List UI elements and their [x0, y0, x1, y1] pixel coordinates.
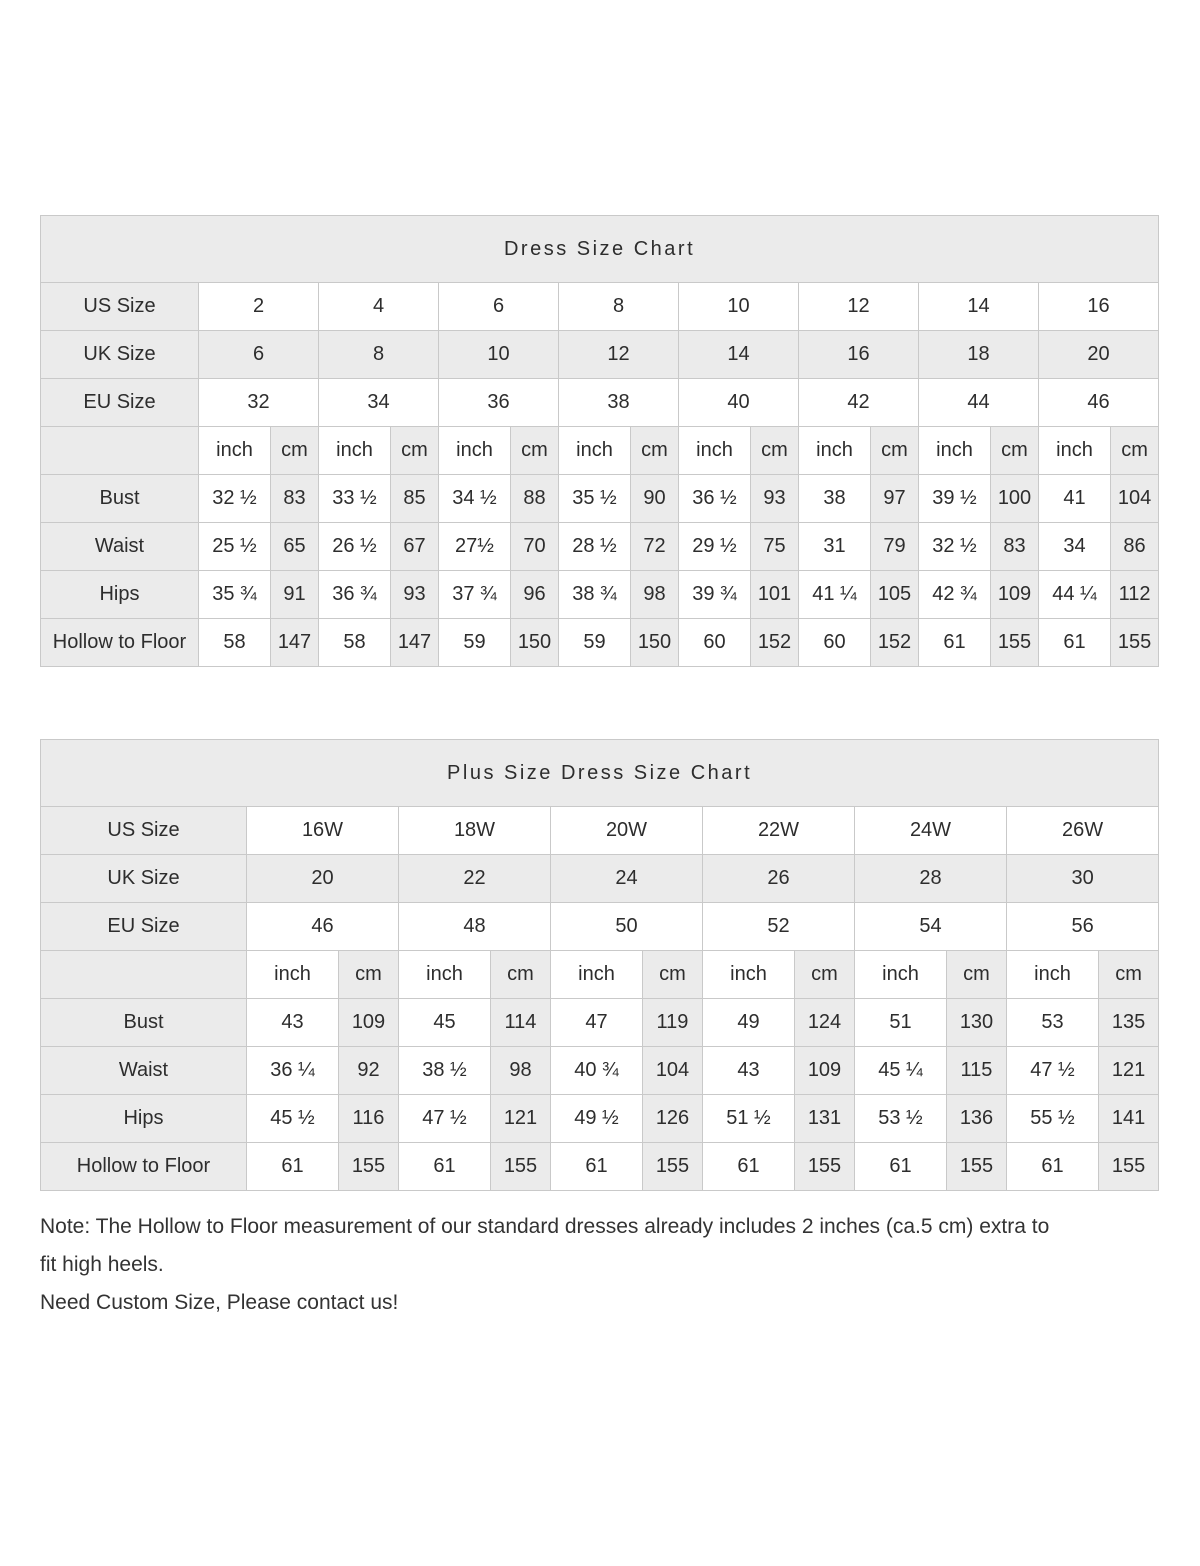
row-label: UK Size: [41, 855, 247, 903]
measure-cm-cell: 135: [1099, 999, 1159, 1047]
measure-inch-cell: 43: [703, 1047, 795, 1095]
size-value-cell: 40: [679, 379, 799, 427]
size-value-cell: 2: [199, 283, 319, 331]
measure-cm-cell: 155: [1099, 1143, 1159, 1191]
measure-inch-cell: 38 ½: [399, 1047, 491, 1095]
measure-inch-cell: 41: [1039, 475, 1111, 523]
measure-inch-cell: 60: [679, 619, 751, 667]
size-value-cell: 24W: [855, 807, 1007, 855]
row-label: UK Size: [41, 331, 199, 379]
measure-cm-cell: 79: [871, 523, 919, 571]
measure-inch-cell: 51 ½: [703, 1095, 795, 1143]
measure-cm-cell: 65: [271, 523, 319, 571]
size-value-cell: 56: [1007, 903, 1159, 951]
unit-inch-label: inch: [439, 427, 511, 475]
unit-inch-label: inch: [247, 951, 339, 999]
unit-inch-label: inch: [679, 427, 751, 475]
size-value-cell: 26: [703, 855, 855, 903]
measure-cm-cell: 147: [391, 619, 439, 667]
row-label: Waist: [41, 523, 199, 571]
size-value-cell: 36: [439, 379, 559, 427]
size-value-cell: 6: [439, 283, 559, 331]
row-label: Hips: [41, 571, 199, 619]
unit-cm-label: cm: [991, 427, 1039, 475]
measure-cm-cell: 141: [1099, 1095, 1159, 1143]
measure-inch-cell: 37 ¾: [439, 571, 511, 619]
size-value-cell: 52: [703, 903, 855, 951]
measure-cm-cell: 109: [795, 1047, 855, 1095]
measure-inch-cell: 25 ½: [199, 523, 271, 571]
measure-inch-cell: 47 ½: [1007, 1047, 1099, 1095]
measure-inch-cell: 32 ½: [919, 523, 991, 571]
measure-cm-cell: 150: [511, 619, 559, 667]
measure-inch-cell: 44 ¼: [1039, 571, 1111, 619]
measure-cm-cell: 93: [391, 571, 439, 619]
size-value-cell: 22W: [703, 807, 855, 855]
measure-cm-cell: 121: [491, 1095, 551, 1143]
size-chart-content: [40, 215, 1160, 1322]
measure-inch-cell: 32 ½: [199, 475, 271, 523]
size-value-cell: 50: [551, 903, 703, 951]
measure-cm-cell: 130: [947, 999, 1007, 1047]
size-value-cell: 32: [199, 379, 319, 427]
size-value-cell: 12: [799, 283, 919, 331]
measure-inch-cell: 26 ½: [319, 523, 391, 571]
measure-inch-cell: 43: [247, 999, 339, 1047]
measure-cm-cell: 85: [391, 475, 439, 523]
measure-cm-cell: 155: [991, 619, 1039, 667]
size-value-cell: 46: [247, 903, 399, 951]
measure-inch-cell: 41 ¼: [799, 571, 871, 619]
measure-cm-cell: 104: [643, 1047, 703, 1095]
measure-inch-cell: 38: [799, 475, 871, 523]
measure-cm-cell: 147: [271, 619, 319, 667]
unit-cm-label: cm: [643, 951, 703, 999]
size-value-cell: 22: [399, 855, 551, 903]
measure-inch-cell: 55 ½: [1007, 1095, 1099, 1143]
measure-inch-cell: 35 ½: [559, 475, 631, 523]
unit-inch-label: inch: [399, 951, 491, 999]
row-label: US Size: [41, 283, 199, 331]
unit-inch-label: inch: [551, 951, 643, 999]
measure-inch-cell: 40 ¾: [551, 1047, 643, 1095]
measure-cm-cell: 114: [491, 999, 551, 1047]
unit-cm-label: cm: [751, 427, 799, 475]
measure-cm-cell: 100: [991, 475, 1039, 523]
measure-cm-cell: 104: [1111, 475, 1159, 523]
measure-cm-cell: 101: [751, 571, 799, 619]
unit-inch-label: inch: [199, 427, 271, 475]
size-value-cell: 42: [799, 379, 919, 427]
measure-cm-cell: 97: [871, 475, 919, 523]
measure-inch-cell: 45 ¼: [855, 1047, 947, 1095]
row-label: Hollow to Floor: [41, 1143, 247, 1191]
measure-inch-cell: 45 ½: [247, 1095, 339, 1143]
row-label: Bust: [41, 999, 247, 1047]
table-title: Dress Size Chart: [41, 216, 1159, 283]
unit-cm-label: cm: [631, 427, 679, 475]
measure-cm-cell: 83: [271, 475, 319, 523]
measure-inch-cell: 53: [1007, 999, 1099, 1047]
measure-cm-cell: 91: [271, 571, 319, 619]
unit-cm-label: cm: [339, 951, 399, 999]
measure-inch-cell: 42 ¾: [919, 571, 991, 619]
measure-cm-cell: 70: [511, 523, 559, 571]
measure-cm-cell: 155: [1111, 619, 1159, 667]
row-label: Waist: [41, 1047, 247, 1095]
measure-cm-cell: 67: [391, 523, 439, 571]
size-value-cell: 20: [1039, 331, 1159, 379]
measure-inch-cell: 61: [551, 1143, 643, 1191]
measure-cm-cell: 88: [511, 475, 559, 523]
size-value-cell: 20: [247, 855, 399, 903]
measure-cm-cell: 75: [751, 523, 799, 571]
size-value-cell: 38: [559, 379, 679, 427]
measure-cm-cell: 83: [991, 523, 1039, 571]
measure-inch-cell: 61: [399, 1143, 491, 1191]
measure-inch-cell: 59: [559, 619, 631, 667]
measure-inch-cell: 27½: [439, 523, 511, 571]
unit-inch-label: inch: [1039, 427, 1111, 475]
size-value-cell: 16W: [247, 807, 399, 855]
measure-cm-cell: 152: [871, 619, 919, 667]
measure-inch-cell: 60: [799, 619, 871, 667]
row-label: Hips: [41, 1095, 247, 1143]
size-value-cell: 10: [439, 331, 559, 379]
measure-cm-cell: 96: [511, 571, 559, 619]
unit-cm-label: cm: [795, 951, 855, 999]
measure-inch-cell: 61: [1039, 619, 1111, 667]
measure-cm-cell: 72: [631, 523, 679, 571]
size-value-cell: 30: [1007, 855, 1159, 903]
size-value-cell: 14: [679, 331, 799, 379]
measure-cm-cell: 93: [751, 475, 799, 523]
unit-cm-label: cm: [391, 427, 439, 475]
unit-inch-label: inch: [703, 951, 795, 999]
measure-inch-cell: 39 ¾: [679, 571, 751, 619]
measure-cm-cell: 116: [339, 1095, 399, 1143]
measure-cm-cell: 112: [1111, 571, 1159, 619]
standard-size-table: [40, 215, 1159, 667]
note-line: Need Custom Size, Please contact us!: [40, 1291, 399, 1314]
measure-inch-cell: 47 ½: [399, 1095, 491, 1143]
measure-cm-cell: 109: [339, 999, 399, 1047]
size-value-cell: 18W: [399, 807, 551, 855]
note-text: [40, 1208, 1160, 1322]
size-value-cell: 20W: [551, 807, 703, 855]
note-line: fit high heels.: [40, 1253, 164, 1276]
size-value-cell: 6: [199, 331, 319, 379]
measure-inch-cell: 49 ½: [551, 1095, 643, 1143]
measure-inch-cell: 38 ¾: [559, 571, 631, 619]
unit-cm-label: cm: [947, 951, 1007, 999]
measure-inch-cell: 31: [799, 523, 871, 571]
unit-inch-label: inch: [1007, 951, 1099, 999]
measure-inch-cell: 61: [1007, 1143, 1099, 1191]
unit-cm-label: cm: [491, 951, 551, 999]
row-label: Hollow to Floor: [41, 619, 199, 667]
unit-cm-label: cm: [511, 427, 559, 475]
measure-inch-cell: 61: [919, 619, 991, 667]
size-value-cell: 24: [551, 855, 703, 903]
measure-cm-cell: 136: [947, 1095, 1007, 1143]
measure-inch-cell: 53 ½: [855, 1095, 947, 1143]
unit-cm-label: cm: [1099, 951, 1159, 999]
measure-cm-cell: 152: [751, 619, 799, 667]
size-value-cell: 10: [679, 283, 799, 331]
row-label: EU Size: [41, 903, 247, 951]
unit-inch-label: inch: [319, 427, 391, 475]
row-label: US Size: [41, 807, 247, 855]
measure-inch-cell: 45: [399, 999, 491, 1047]
measure-inch-cell: 47: [551, 999, 643, 1047]
measure-cm-cell: 126: [643, 1095, 703, 1143]
measure-cm-cell: 155: [643, 1143, 703, 1191]
measure-cm-cell: 90: [631, 475, 679, 523]
unit-cm-label: cm: [271, 427, 319, 475]
unit-cm-label: cm: [871, 427, 919, 475]
measure-cm-cell: 105: [871, 571, 919, 619]
size-value-cell: 46: [1039, 379, 1159, 427]
measure-inch-cell: 51: [855, 999, 947, 1047]
unit-row-empty-label: [41, 951, 247, 999]
unit-inch-label: inch: [855, 951, 947, 999]
measure-cm-cell: 155: [339, 1143, 399, 1191]
unit-inch-label: inch: [919, 427, 991, 475]
size-value-cell: 8: [319, 331, 439, 379]
table-gap: [40, 667, 1160, 739]
measure-cm-cell: 119: [643, 999, 703, 1047]
measure-cm-cell: 155: [947, 1143, 1007, 1191]
measure-inch-cell: 61: [247, 1143, 339, 1191]
measure-inch-cell: 49: [703, 999, 795, 1047]
size-value-cell: 16: [799, 331, 919, 379]
measure-cm-cell: 115: [947, 1047, 1007, 1095]
measure-cm-cell: 86: [1111, 523, 1159, 571]
measure-inch-cell: 36 ¾: [319, 571, 391, 619]
measure-cm-cell: 155: [795, 1143, 855, 1191]
size-value-cell: 18: [919, 331, 1039, 379]
measure-cm-cell: 98: [631, 571, 679, 619]
unit-row-empty-label: [41, 427, 199, 475]
measure-inch-cell: 29 ½: [679, 523, 751, 571]
measure-cm-cell: 92: [339, 1047, 399, 1095]
measure-inch-cell: 59: [439, 619, 511, 667]
measure-inch-cell: 34: [1039, 523, 1111, 571]
row-label: EU Size: [41, 379, 199, 427]
measure-inch-cell: 35 ¾: [199, 571, 271, 619]
size-value-cell: 4: [319, 283, 439, 331]
measure-cm-cell: 124: [795, 999, 855, 1047]
table-title: Plus Size Dress Size Chart: [41, 740, 1159, 807]
size-value-cell: 28: [855, 855, 1007, 903]
size-value-cell: 44: [919, 379, 1039, 427]
note-line: Note: The Hollow to Floor measurement of our standard dresses already includes 2 inches (ca.5 cm) extra to: [40, 1215, 1050, 1238]
size-value-cell: 12: [559, 331, 679, 379]
measure-inch-cell: 39 ½: [919, 475, 991, 523]
size-value-cell: 16: [1039, 283, 1159, 331]
measure-inch-cell: 58: [319, 619, 391, 667]
size-value-cell: 34: [319, 379, 439, 427]
plus-size-table: [40, 739, 1159, 1191]
measure-inch-cell: 61: [703, 1143, 795, 1191]
size-value-cell: 54: [855, 903, 1007, 951]
unit-cm-label: cm: [1111, 427, 1159, 475]
size-value-cell: 48: [399, 903, 551, 951]
measure-inch-cell: 36 ½: [679, 475, 751, 523]
measure-cm-cell: 98: [491, 1047, 551, 1095]
measure-cm-cell: 155: [491, 1143, 551, 1191]
row-label: Bust: [41, 475, 199, 523]
measure-cm-cell: 150: [631, 619, 679, 667]
measure-inch-cell: 34 ½: [439, 475, 511, 523]
size-value-cell: 14: [919, 283, 1039, 331]
measure-inch-cell: 36 ¼: [247, 1047, 339, 1095]
measure-cm-cell: 121: [1099, 1047, 1159, 1095]
measure-inch-cell: 58: [199, 619, 271, 667]
unit-inch-label: inch: [559, 427, 631, 475]
measure-cm-cell: 109: [991, 571, 1039, 619]
size-value-cell: 8: [559, 283, 679, 331]
measure-cm-cell: 131: [795, 1095, 855, 1143]
size-value-cell: 26W: [1007, 807, 1159, 855]
measure-inch-cell: 61: [855, 1143, 947, 1191]
unit-inch-label: inch: [799, 427, 871, 475]
measure-inch-cell: 33 ½: [319, 475, 391, 523]
measure-inch-cell: 28 ½: [559, 523, 631, 571]
